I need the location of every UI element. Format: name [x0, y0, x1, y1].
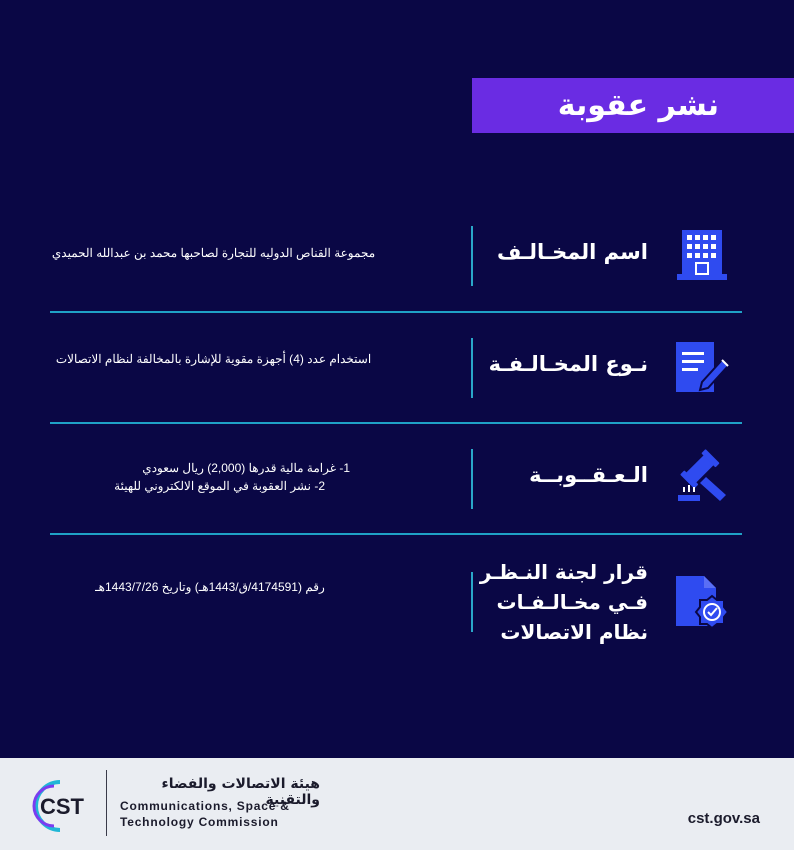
row-separator-line — [471, 449, 473, 509]
violation-type-value: استخدام عدد (4) أجهزة مقوية للإشارة بالمخالفة لنظام الاتصالات — [55, 352, 372, 366]
violator-name-label: اسم المخـالـف — [496, 240, 648, 264]
penalty-label: الـعـقــوبــة — [529, 463, 648, 487]
penalty-row — [0, 449, 794, 511]
section-divider — [50, 422, 742, 424]
org-name-arabic: هيئة الاتصالات والفضاء والتقنية — [161, 776, 320, 808]
website-link[interactable]: cst.gov.sa — [687, 810, 760, 827]
committee-decision-label-line-2: فـي مخـالـفـات — [496, 590, 648, 614]
section-divider — [50, 311, 742, 313]
row-separator-line — [471, 226, 473, 286]
org-name-english-line-2: Technology Commission — [120, 815, 279, 829]
logo-text: CST — [40, 794, 84, 819]
penalty-value-line-2: 2- نشر العقوبة في الموقع الالكتروني للهيئة — [114, 479, 325, 493]
committee-decision-value: رقم (4174591/ق/1443هـ) وتاريخ 1443/7/26هـ — [95, 580, 325, 594]
row-separator-line — [471, 572, 473, 632]
document-edit-icon — [672, 338, 732, 402]
verified-document-icon — [672, 572, 732, 636]
building-icon — [672, 226, 732, 290]
cst-logo — [30, 776, 96, 840]
penalty-value-line-1: 1- غرامة مالية قدرها (2,000) ريال سعودي — [142, 461, 350, 475]
violation-type-label: نـوع المخـالـفـة — [488, 352, 648, 376]
violation-type-row — [0, 338, 794, 400]
org-name-english-line-1: Communications, Space & — [120, 799, 290, 813]
violator-name-row — [0, 226, 794, 288]
gavel-icon — [672, 449, 732, 513]
committee-decision-label-line-3: نظام الاتصالات — [500, 620, 648, 644]
page-title — [472, 78, 794, 133]
row-separator-line — [471, 338, 473, 398]
page-title-text: نشر عقوبة — [557, 88, 719, 123]
committee-decision-row — [0, 560, 794, 650]
violator-name-value: مجموعة القناص الدوليه للتجارة لصاحبها محمد بن عبدالله الحميدي — [51, 246, 376, 260]
section-divider — [50, 533, 742, 535]
committee-decision-label-line-1: قرار لجنة النـظـر — [479, 560, 648, 584]
footer-divider — [106, 770, 107, 836]
